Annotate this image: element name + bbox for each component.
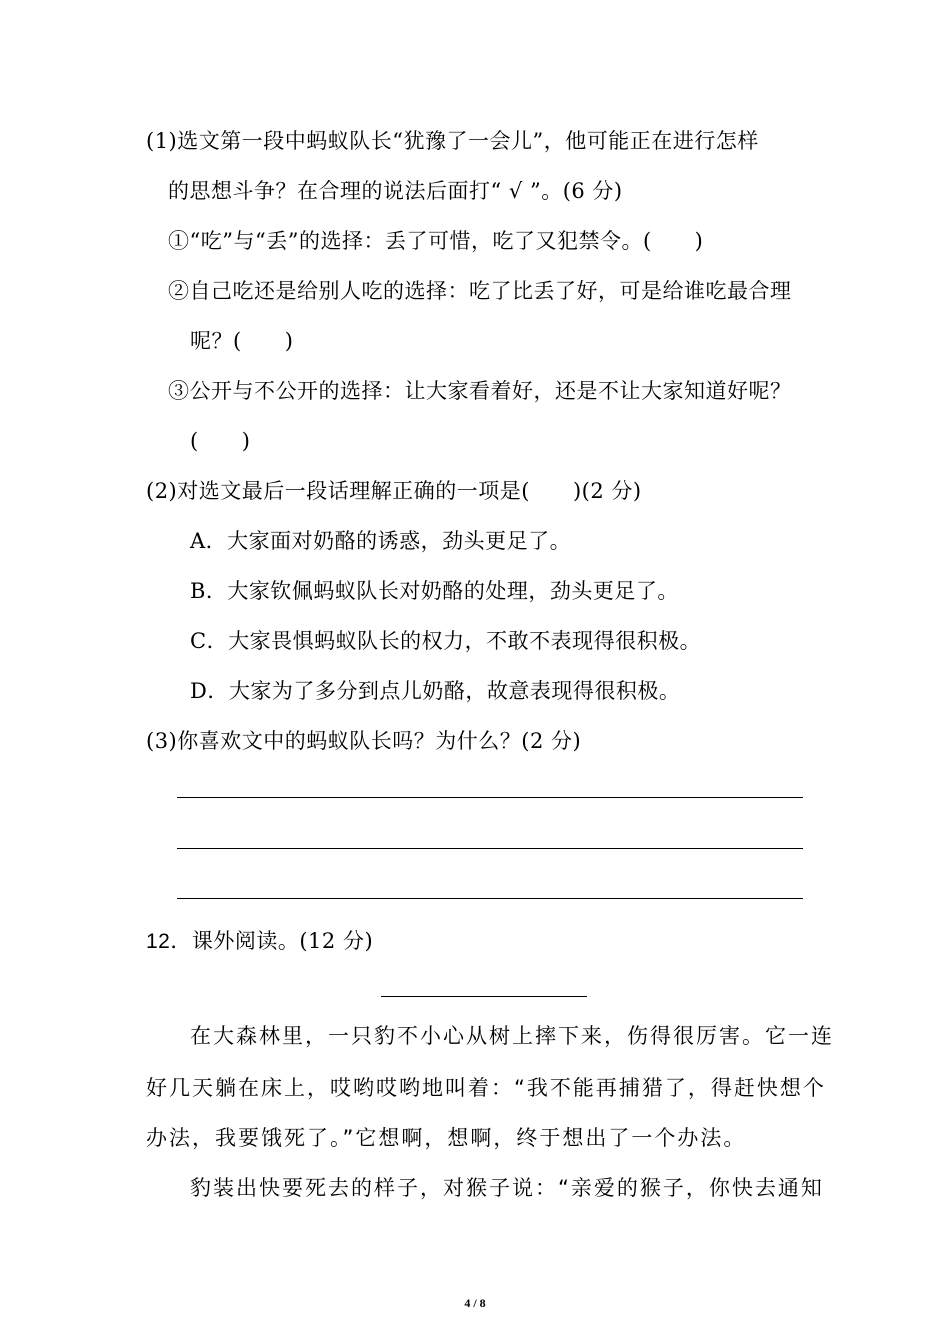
q2-option-c: C．大家畏惧蚂蚁队长的权力，不敢不表现得很积极。 xyxy=(190,629,702,653)
q1-option-2-line2: 呢？( ) xyxy=(190,329,294,353)
q2-stem: (2)对选文最后一段话理解正确的一项是( )(2 分) xyxy=(146,479,642,503)
q12-number: 12 xyxy=(146,930,171,953)
answer-line-2 xyxy=(177,848,803,849)
passage-line-3: 办法，我要饿死了。”它想啊，想啊，终于想出了一个办法。 xyxy=(146,1126,747,1150)
q1-option-1: ①“吃”与“丢”的选择：丢了可惜，吃了又犯禁令。( ) xyxy=(168,229,704,253)
answer-line-3 xyxy=(177,898,803,899)
answer-line-1 xyxy=(177,797,803,798)
q2-option-a: A．大家面对奶酪的诱惑，劲头更足了。 xyxy=(190,529,572,553)
q2-option-b: B．大家钦佩蚂蚁队长对奶酪的处理，劲头更足了。 xyxy=(190,579,679,603)
q12-heading xyxy=(146,927,373,956)
q1-stem-line2: 的思想斗争？在合理的说法后面打“ √ ”。(6 分) xyxy=(168,179,623,203)
passage-line-2: 好几天躺在床上，哎哟哎哟地叫着：“我不能再捕猎了，得赶快想个 xyxy=(146,1076,826,1100)
q1-option-3-line1: ③公开与不公开的选择：让大家看着好，还是不让大家知道好呢？ xyxy=(168,379,792,403)
q1-stem-line1: (1)选文第一段中蚂蚁队长“犹豫了一会儿”，他可能正在进行怎样 xyxy=(146,129,759,153)
page-number: 4 / 8 xyxy=(464,1296,486,1310)
passage-title-blank xyxy=(381,996,587,997)
q1-option-3-line2: ( ) xyxy=(190,429,251,453)
q12-label: ．课外阅读。(12 分) xyxy=(170,929,374,953)
q3-stem: (3)你喜欢文中的蚂蚁队长吗？为什么？(2 分) xyxy=(146,729,582,753)
passage-line-4: 豹装出快要死去的样子，对猴子说：“亲爱的猴子，你快去通知 xyxy=(190,1176,824,1200)
q2-option-d: D．大家为了多分到点儿奶酪，故意表现得很积极。 xyxy=(190,679,681,703)
passage-line-1: 在大森林里，一只豹不小心从树上摔下来，伤得很厉害。它一连 xyxy=(190,1024,834,1048)
q1-option-2-line1: ②自己吃还是给别人吃的选择：吃了比丢了好，可是给谁吃最合理 xyxy=(168,279,792,303)
